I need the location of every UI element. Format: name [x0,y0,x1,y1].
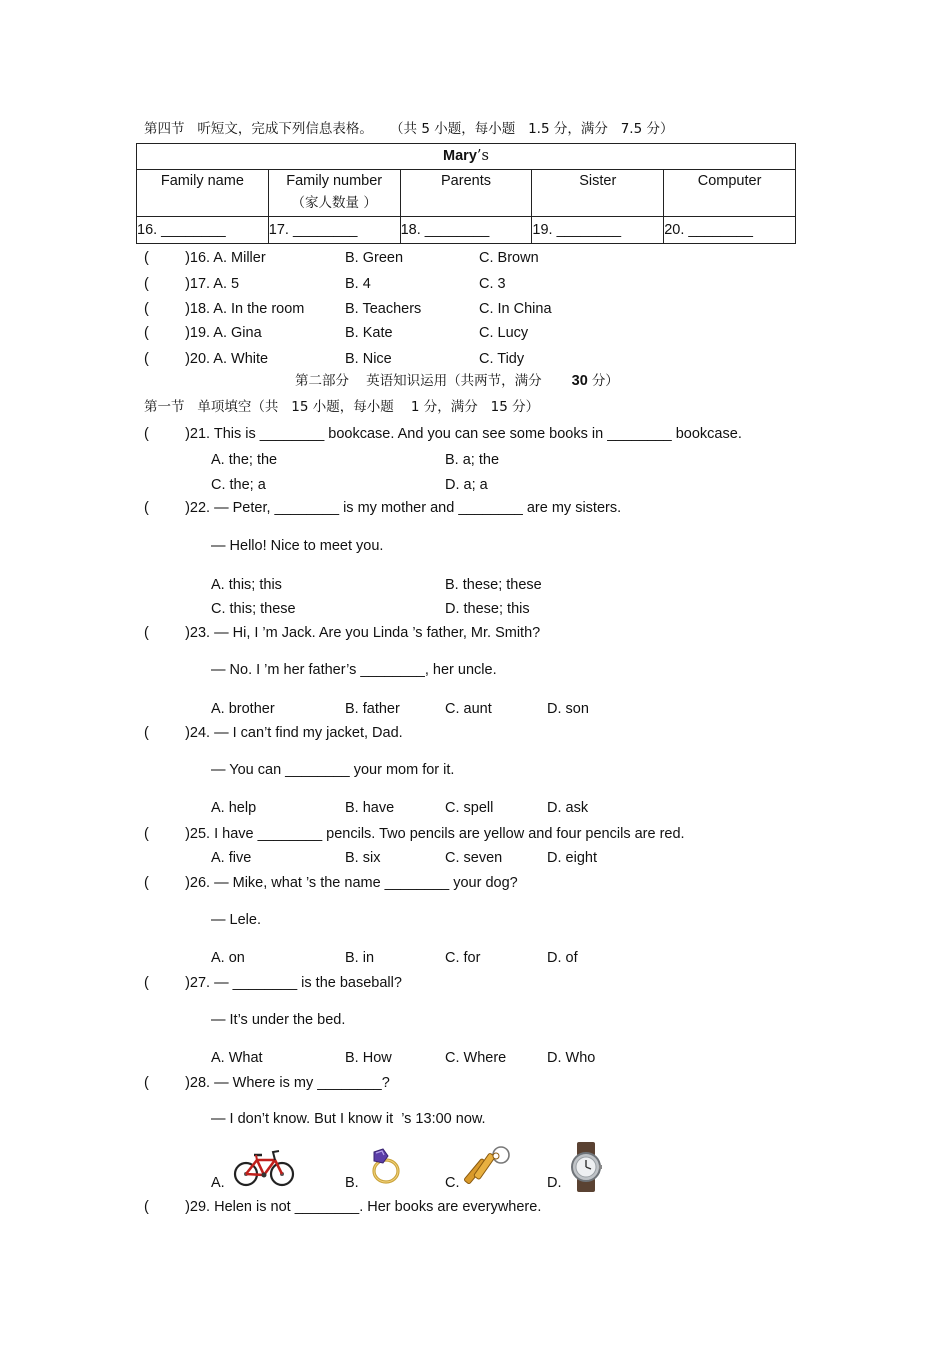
watch-icon [567,1142,603,1192]
q23-option-a: A. brother [211,701,275,717]
q26-option-b: B. in [345,950,375,966]
q16-option-b: B. Green [345,250,404,266]
keys-icon [464,1144,512,1190]
blank-19[interactable]: 19. ________ [532,217,664,244]
q26-stem: ( )26. — Mike, what ’s the name ________ your dog? [144,875,518,891]
q22-option-d: D. these; this [445,601,530,617]
q21-option-d: D. a; a [445,477,488,493]
ring-icon [366,1146,404,1186]
header-family-number-sub: （家人数量 ） [291,195,377,211]
header-sister: Sister [532,170,664,217]
header-computer: Computer [664,170,796,217]
q24-option-a: A. help [211,800,257,816]
q26-option-a: A. on [211,950,245,966]
part2-heading-b: 分） [591,373,619,389]
section4-heading: 第四节 听短文，完成下列信息表格。 （共 5 小题，每小题 1.5 分，满分 7.5 分） [144,121,674,137]
q25-option-b: B. six [345,850,381,866]
q23-stem: ( )23. — Hi, I ’m Jack. Are you Linda ’s father, Mr. Smith? [144,625,541,641]
q28-option-c: C. [445,1175,460,1191]
header-parents: Parents [400,170,532,217]
q27-option-a: A. What [211,1050,263,1066]
q22-option-c: C. this; these [211,601,296,617]
q27-option-d: D. Who [547,1050,596,1066]
blank-16[interactable]: 16. ________ [137,217,269,244]
q22-reply: — Hello! Nice to meet you. [211,538,384,554]
q24-option-c: C. spell [445,800,494,816]
q23-option-c: C. aunt [445,701,492,717]
q19-stem: ( )19. A. Gina [144,325,262,341]
q19-option-b: B. Kate [345,325,393,341]
q17-stem: ( )17. A. 5 [144,276,240,292]
q17-option-b: B. 4 [345,276,371,292]
q25-option-d: D. eight [547,850,597,866]
blank-17[interactable]: 17. ________ [268,217,400,244]
q28-option-a: A. [211,1175,225,1191]
q22-option-b: B. these; these [445,577,542,593]
q25-option-a: A. five [211,850,252,866]
header-family-number-label: Family number [286,173,383,189]
q18-stem: ( )18. A. In the room [144,301,305,317]
section1-heading: 第一节 单项填空（共 15 小题，每小题 1 分，满分 15 分） [144,399,540,415]
q26-reply: — Lele. [211,912,261,928]
q23-reply: — No. I ’m her father’s ________, her uncle. [211,662,497,678]
q24-reply: — You can ________ your mom for it. [211,762,455,778]
q25-option-c: C. seven [445,850,503,866]
header-family-number [268,170,400,217]
q21-option-a: A. the; the [211,452,278,468]
q22-stem: ( )22. — Peter, ________ is my mother and ________ are my sisters. [144,500,622,516]
q22-option-a: A. this; this [211,577,282,593]
part2-heading-a: 第二部分 英语知识运用（共两节，满分 [295,373,542,389]
bicycle-icon [233,1146,295,1188]
q19-option-c: C. Lucy [479,325,529,341]
q18-option-b: B. Teachers [345,301,422,317]
q20-option-b: B. Nice [345,351,392,367]
q21-stem: ( )21. This is ________ bookcase. And you can see some books in ________ bookcase. [144,426,742,442]
q28-reply: — I don’t know. But I know it ’s 13:00 now. [211,1111,486,1127]
q23-option-b: B. father [345,701,400,717]
q24-option-b: B. have [345,800,395,816]
q20-option-c: C. Tidy [479,351,525,367]
blank-20[interactable]: 20. ________ [664,217,796,244]
q24-stem: ( )24. — I can’t find my jacket, Dad. [144,725,403,741]
blank-18[interactable]: 18. ________ [400,217,532,244]
q27-reply: — It’s under the bed. [211,1012,346,1028]
part2-heading [295,372,619,390]
q28-option-d: D. [547,1175,562,1191]
q27-option-c: C. Where [445,1050,507,1066]
q20-stem: ( )20. A. White [144,351,269,367]
q18-option-c: C. In China [479,301,552,317]
q29-stem: ( )29. Helen is not ________. Her books are everywhere. [144,1199,542,1215]
q27-option-b: B. How [345,1050,392,1066]
table-title-name: Mary [443,148,477,164]
header-family-name: Family name [137,170,269,217]
q23-option-d: D. son [547,701,589,717]
table-title-suffix: ’s [476,148,489,164]
q16-stem: ( )16. A. Miller [144,250,266,266]
q16-option-c: C. Brown [479,250,539,266]
q21-option-c: C. the; a [211,477,266,493]
q25-stem: ( )25. I have ________ pencils. Two pencils are yellow and four pencils are red. [144,826,685,842]
q28-stem: ( )28. — Where is my ________? [144,1075,390,1091]
q28-option-b: B. [345,1175,359,1191]
q17-option-c: C. 3 [479,276,506,292]
q27-stem: ( )27. — ________ is the baseball? [144,975,402,991]
table-title [137,144,796,170]
part2-points: 30 [571,373,588,389]
q26-option-d: D. of [547,950,578,966]
q24-option-d: D. ask [547,800,589,816]
info-table [136,143,796,244]
q21-option-b: B. a; the [445,452,500,468]
q26-option-c: C. for [445,950,481,966]
